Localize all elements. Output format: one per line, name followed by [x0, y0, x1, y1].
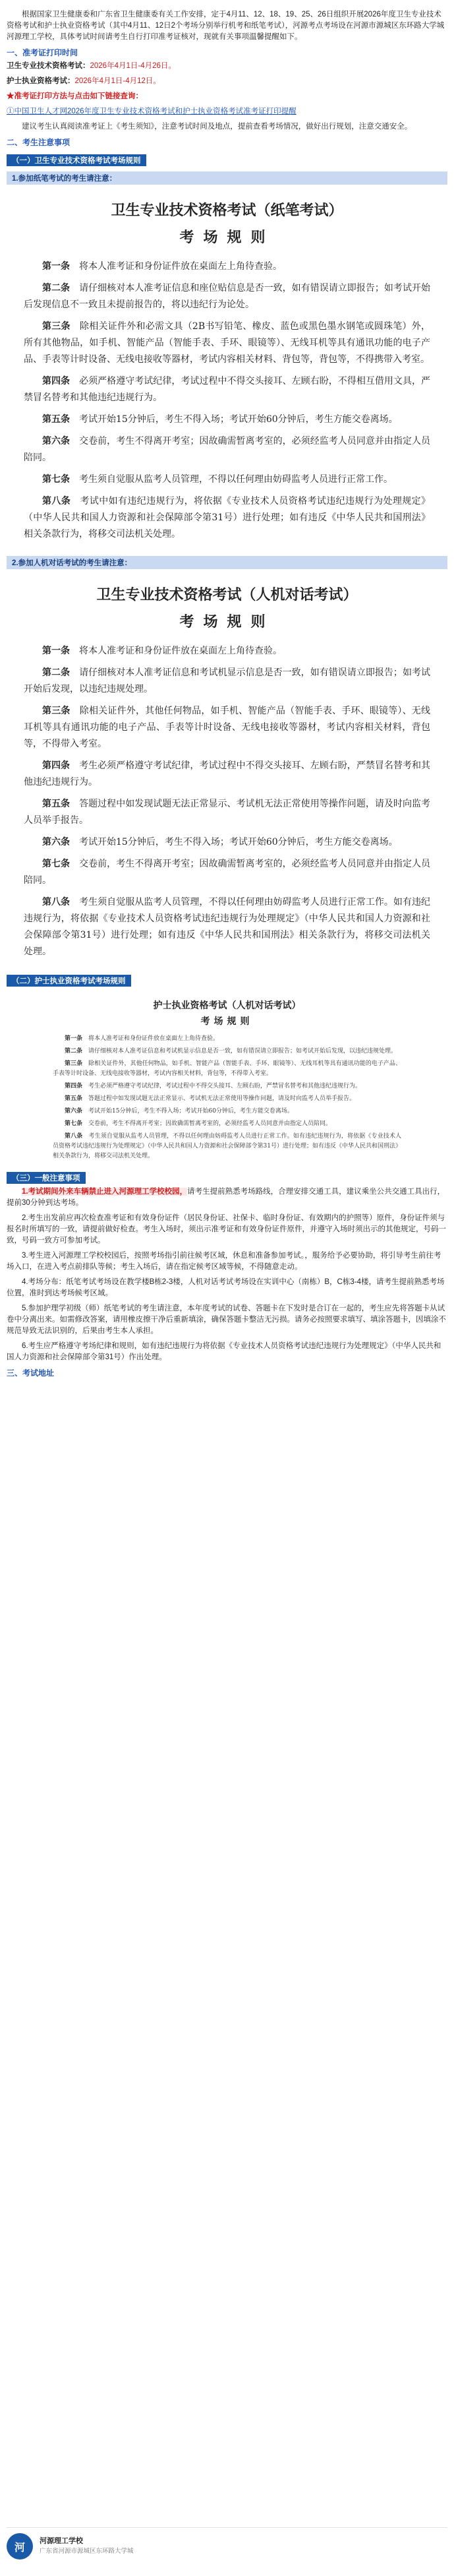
- rule-text: 考生必须严格遵守考试纪律，考试过程中不得交头接耳、左顾右盼，严禁冒名替考和其他违纪违规行为。: [88, 1083, 362, 1089]
- rule-text: 将本人准考证和身份证件放在桌面左上角待查验。: [88, 1035, 219, 1042]
- rule-article: [53, 1059, 401, 1079]
- note-item: [7, 1341, 447, 1363]
- rule-article: [24, 665, 430, 698]
- rule-number: 第一条: [42, 646, 70, 656]
- rule-text: 将本人准考证和身份证件放在桌面左上角待查验。: [79, 261, 282, 272]
- rule-article: [24, 703, 430, 752]
- rule-text: 交卷前，考生不得离开考室；因故确需暂离考室的，必须经监考人员同意并由指定人员陪同。: [24, 859, 431, 886]
- admission-link[interactable]: ①中国卫生人才网2026年度卫生专业技术资格考试和护士执业资格考试准考证打印提醒: [7, 107, 297, 115]
- admission-row-2: 护士执业资格考试：2026年4月1日-4月12日。: [7, 77, 161, 85]
- bar-nurse-rules: （二）护士执业资格考试考场规则: [7, 975, 131, 987]
- note-text: 2.考生出发前应再次检查准考证和有效身份证件（居民身份证、社保卡、临时身份证、有效期内的护照等）原件，身份证件须与报名时所填写的一致，请提前做好检查。考生入场时，须出示准考证和有效身份证件原件，并遵守入场时须出示的其他规定，号码一致，号码一致方可参加考试。: [7, 1214, 446, 1244]
- rules-subtitle: 考场规则: [179, 229, 275, 246]
- rule-number: 第二条: [65, 1048, 83, 1055]
- note-item: [7, 1213, 447, 1246]
- rule-number: 第二条: [42, 283, 71, 293]
- rule-text: 除相关证件外，其他任何物品，如手机、智能产品（智能手表、手环、眼镜等）、无线耳机等具有通讯功能的电子产品、手表等计时设备、无线电接收等器材，考试内容相关材料，背包等，不得带入考室。: [24, 706, 431, 749]
- rule-article: [24, 319, 430, 368]
- rule-article: [24, 472, 430, 488]
- bar-health-rules: （一）卫生专业技术资格考试考场规则: [7, 154, 146, 166]
- rule-article: [24, 280, 430, 313]
- note-text: 3.考生进入河源理工学校校园后，按照考场指引前往候考区域，休息和准备参加考试。，服务给予必要协助，将引导考生前往考场入口，在进入考点前排队等候；考生入场后，请在指定候考区域等候，不得随意走动。: [7, 1252, 441, 1271]
- rule-number: 第三条: [42, 321, 71, 332]
- rule-article: [53, 1094, 401, 1104]
- school-address: 广东省河源市源城区东环路大学城: [40, 2548, 134, 2555]
- admission-link-label: ★准考证打印方法与点击如下链接查询：: [7, 92, 143, 100]
- rule-text: 交卷前，考生不得离开考室；因故确需暂离考室的，必须经监考人员同意并由指定人员陪同。: [24, 436, 431, 463]
- rule-number: 第二条: [42, 667, 71, 678]
- note-item: [7, 1186, 447, 1209]
- rule-number: 第五条: [42, 799, 71, 809]
- rule-text: 除相关证件外和必需文具（2B书写铅笔、橡皮、蓝色或黑色墨水钢笔或圆珠笔）外，所有其他物品，如手机、智能产品（智能手表、手环、眼镜等）、无线耳机等具有通讯功能的电子产品、手表等计时设备、无线电接收等器材，考试内容相关材料、背包等，背包等，不得携带入考室。: [24, 321, 431, 365]
- section-notes-title: 二、考生注意事项: [7, 138, 71, 147]
- sub-written-exam: 1.参加纸笔考试的考生请注意：: [7, 171, 447, 185]
- rule-number: 第八条: [65, 1133, 83, 1140]
- note-item: [7, 1277, 447, 1299]
- note-item: [7, 1250, 447, 1273]
- bar-general-notes: （三）一般注意事项: [7, 1172, 86, 1184]
- rule-text: 除相关证件外，其他任何物品，如手机、智能产品（智能手表、手环、眼镜等）、无线耳机等具有通讯功能的电子产品、手表等计时设备、无线电接收等器材，考试内容相关材料，背包等，不得带入考室。: [53, 1060, 401, 1077]
- note-text: 请考生提前熟悉考场路线，合理安排交通工具，建议乘坐公共交通工具出行，提前30分钟到达考场。: [7, 1188, 445, 1207]
- rule-number: 第四条: [42, 760, 71, 771]
- rule-article: [53, 1119, 401, 1129]
- rule-text: 请仔细核对本人准考证信息和考试机显示信息是否一致，如有错误请立即报告；如考试开始后发现，以违纪违规处理。: [88, 1048, 397, 1055]
- rule-article: [24, 433, 430, 466]
- nurse-exam-rules-image: [7, 989, 447, 1168]
- rule-number: 第五条: [65, 1095, 83, 1102]
- rule-number: 第六条: [65, 1108, 83, 1115]
- intro-paragraph: 根据国家卫生健康委和广东省卫生健康委有关工作安排，定于4月11、12、18、19、25、26日组织开展2026年度卫生专业技术资格考试和护士执业资格考试（其中4月11、12日2个考场分别举行机考和纸笔考试），河源考点考场设在河源市源城区东环路大学城河源理工学校，具体考试时间请考生自行打印准考证核对，现就有关事项温馨提醒如下。: [7, 11, 445, 41]
- rule-number: 第五条: [42, 414, 70, 425]
- rules-subtitle: 考场规则: [200, 1016, 254, 1027]
- rule-number: 第六条: [42, 837, 70, 847]
- note-item: [7, 1303, 447, 1337]
- rule-text: 考试中如有违纪违规行为，将依据《专业技术人员资格考试违纪违规行为处理规定》（中华人民共和国人力资源和社会保障部令第31号）进行处理；如有违反《中华人民共和国刑法》相关条款行为，将移交司法机关处理。: [24, 496, 430, 539]
- note-highlight: 1.考试期间外来车辆禁止进入河源理工学校校园，: [22, 1188, 188, 1196]
- note-text: 6.考生应严格遵守考场纪律和规则，如有违纪违规行为将依据《专业技术人员资格考试违纪违规行为处理规定》（中华人民共和国人力资源和社会保障部令第31号）作出处理。: [7, 1342, 441, 1361]
- rule-article: [53, 1082, 401, 1091]
- rule-text: 请仔细核对本人准考证信息和座位贴信息是否一致，如有错误请立即报告；如考试开始后发现信息不一致且未提前报告的，将以违纪行为论处。: [24, 283, 431, 310]
- rule-article: [24, 894, 430, 960]
- rule-article: [24, 259, 430, 275]
- admission-row-1: 卫生专业技术资格考试：2026年4月1日-4月26日。: [7, 62, 176, 70]
- rule-number: 第一条: [65, 1035, 83, 1042]
- rule-text: 答题过程中如发现试题无法正常显示、考试机无法正常使用等操作问题，请及时向监考人员举手报告。: [88, 1095, 356, 1102]
- rule-number: 第七条: [42, 859, 71, 869]
- rule-article: [53, 1107, 401, 1117]
- note-text: 4.考场分布：纸笔考试考场设在教学楼B栋2-3楼，人机对话考试考场设在实训中心（南栋）B，C栋3-4楼，请考生提前熟悉考场位置，准时到达考场候考区域。: [7, 1278, 445, 1297]
- computer-exam-rules: [7, 572, 447, 971]
- rule-number: 第四条: [65, 1083, 83, 1089]
- section-address-title: 三、考试地址: [7, 1368, 55, 1378]
- rule-article: [24, 758, 430, 791]
- admission-advice: 建议考生认真阅读准考证上《考生须知》，注意考试时间及地点，提前查看考场情况，做好出行规划，注意交通安全。: [22, 123, 412, 131]
- sub-computer-exam: 2.参加人机对话考试的考生请注意：: [7, 556, 447, 569]
- school-logo-icon: 河: [7, 2533, 33, 2560]
- rule-text: 考生必须严格遵守考试纪律，考试过程中不得交头接耳、左顾右盼，严禁冒名替考和其他违纪违规行为。: [24, 760, 431, 787]
- rule-number: 第三条: [42, 706, 71, 716]
- rule-number: 第四条: [42, 376, 71, 386]
- rule-article: [24, 373, 430, 406]
- rule-article: [53, 1034, 401, 1044]
- rule-text: 考试开始15分钟后，考生不得入场；考试开始60分钟后，考生方能交卷离场。: [88, 1108, 293, 1115]
- rule-number: 第八条: [42, 496, 71, 506]
- rules-subtitle: 考场规则: [179, 613, 275, 630]
- rule-text: 答题过程中如发现试题无法正常显示、考试机无法正常使用等操作问题，请及时向监考人员举手报告。: [24, 799, 431, 826]
- rule-number: 第一条: [42, 261, 70, 272]
- school-card[interactable]: [7, 2527, 447, 2565]
- rule-text: 交卷前，考生不得离开考室；因故确需暂离考室的，必须经监考人员同意并由指定人员陪同。: [88, 1120, 332, 1127]
- rules-title: 卫生专业技术资格考试（人机对话考试）: [96, 586, 358, 603]
- rule-text: 考试开始15分钟后，考生不得入场；考试开始60分钟后，考生方能交卷离场。: [79, 837, 398, 847]
- note-text: 5.参加护理学初级（师）纸笔考试的考生请注意，本年度考试的试卷、答题卡在下发时是合订在一起的，考生应先将答题卡从试卷中分离出来。如需修改答案，请用橡皮擦干净后重新填涂，确保答题卡整洁无污损。请务必按照要求填写、填涂答题卡，因填涂不规范导致无法识别的，后果由考生本人承担。: [7, 1304, 446, 1335]
- rule-article: [24, 856, 430, 889]
- rule-number: 第三条: [65, 1060, 83, 1067]
- rule-number: 第七条: [65, 1120, 83, 1127]
- rule-text: 必须严格遵守考试纪律，考试过程中不得交头接耳、左顾右盼，不得相互借用文具，严禁冒名替考和其他违纪违规行为。: [24, 376, 431, 403]
- rule-text: 将本人准考证和身份证件放在桌面左上角待查验。: [79, 646, 282, 656]
- rule-article: [53, 1132, 401, 1161]
- rule-text: 考生须自觉服从监考人员管理，不得以任何理由妨碍监考人员进行正常工作。: [79, 474, 393, 485]
- rule-text: 考试开始15分钟后，考生不得入场；考试开始60分钟后，考生方能交卷离场。: [79, 414, 398, 425]
- rule-number: 第六条: [42, 436, 71, 446]
- rule-number: 第七条: [42, 474, 70, 485]
- school-name: 河源理工学校: [40, 2537, 83, 2545]
- rules-title: 卫生专业技术资格考试（纸笔考试）: [111, 202, 343, 219]
- rule-article: [24, 796, 430, 829]
- written-exam-rules: [7, 187, 447, 553]
- rules-title: 护士执业资格考试（人机对话考试）: [153, 1000, 301, 1011]
- rule-number: 第八条: [42, 897, 71, 907]
- rule-article: [24, 643, 430, 659]
- rule-article: [24, 834, 430, 851]
- rule-article: [53, 1047, 401, 1057]
- section-admission-title: 一、准考证打印时间: [7, 48, 78, 57]
- rule-text: 考生须自觉服从监考人员管理，不得以任何理由妨碍监考人员进行正常工作。如有违纪违规行为，将依据《专业技术人员资格考试违纪违规行为处理规定》（中华人民共和国人力资源和社会保障部令第31号）进行处理；如有违反《中华人民共和国刑法》相关条款行为，将移交司法机关处理。: [24, 897, 431, 957]
- rule-text: 请仔细核对本人准考证信息和考试机显示信息是否一致，如有错误请立即报告；如考试开始后发现，以违纪违规处理。: [24, 667, 431, 694]
- rule-article: [24, 493, 430, 543]
- rule-text: 考生须自觉服从监考人员管理，不得以任何理由妨碍监考人员进行正常工作。如有违纪违规行为，将依据《专业技术人员资格考试违纪违规行为处理规定》（中华人民共和国人力资源和社会保障部令第31号）进行处理；如有违反《中华人民共和国刑法》相关条款行为，将移交司法机关处理。: [53, 1133, 401, 1159]
- rule-article: [24, 412, 430, 428]
